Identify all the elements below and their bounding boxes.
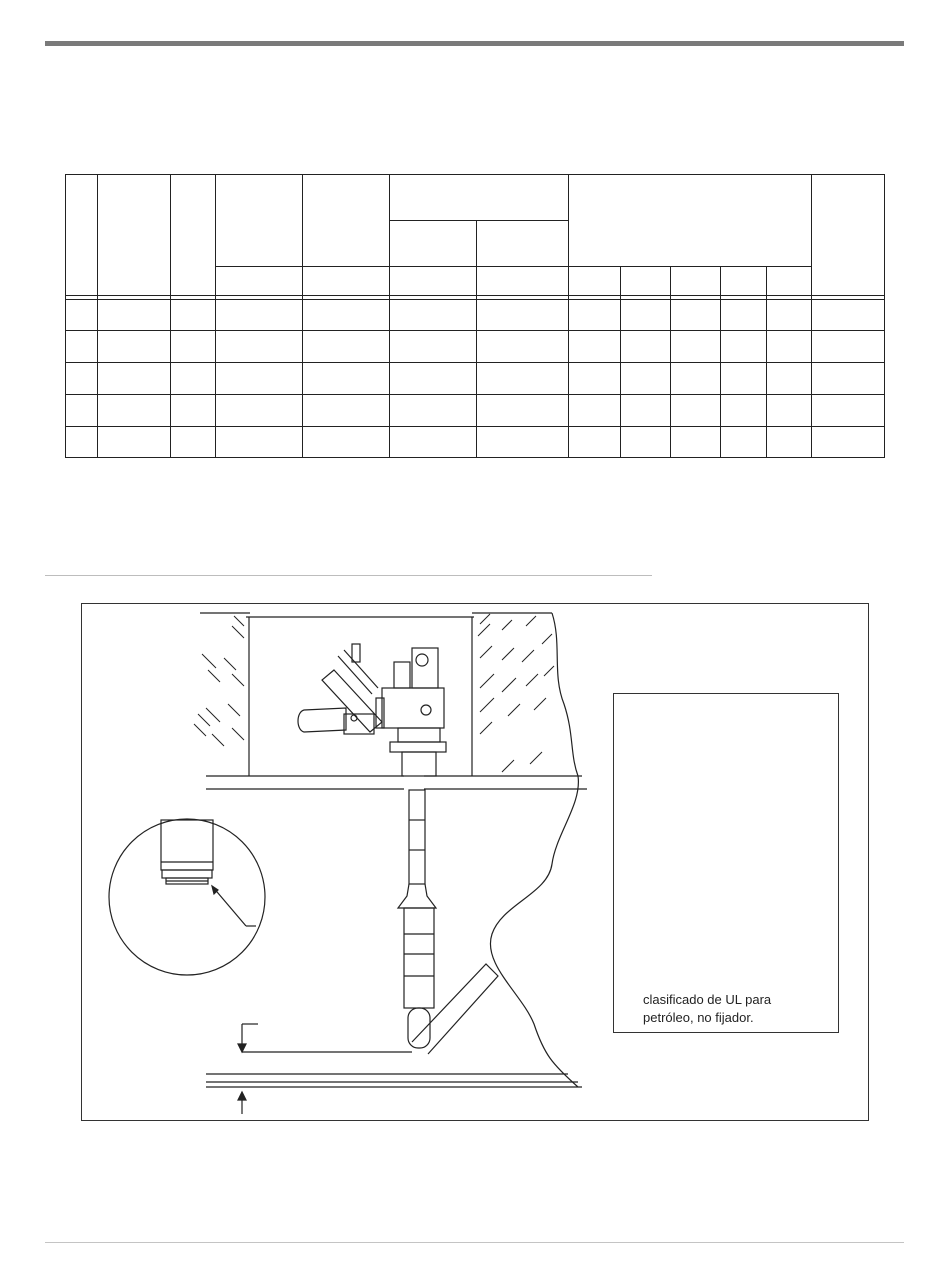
- footer-rule: [45, 1242, 904, 1243]
- header-rule: [45, 41, 904, 46]
- spec-table: [65, 174, 885, 458]
- note-text: [643, 991, 833, 1027]
- spec-table-grid: [65, 174, 885, 458]
- note-box: [613, 693, 839, 1033]
- note-line-1: clasificado de UL para: [643, 992, 772, 1007]
- section-rule: [45, 575, 652, 576]
- installation-figure: [81, 603, 869, 1121]
- note-line-2: petróleo, no fijador.: [643, 1010, 754, 1025]
